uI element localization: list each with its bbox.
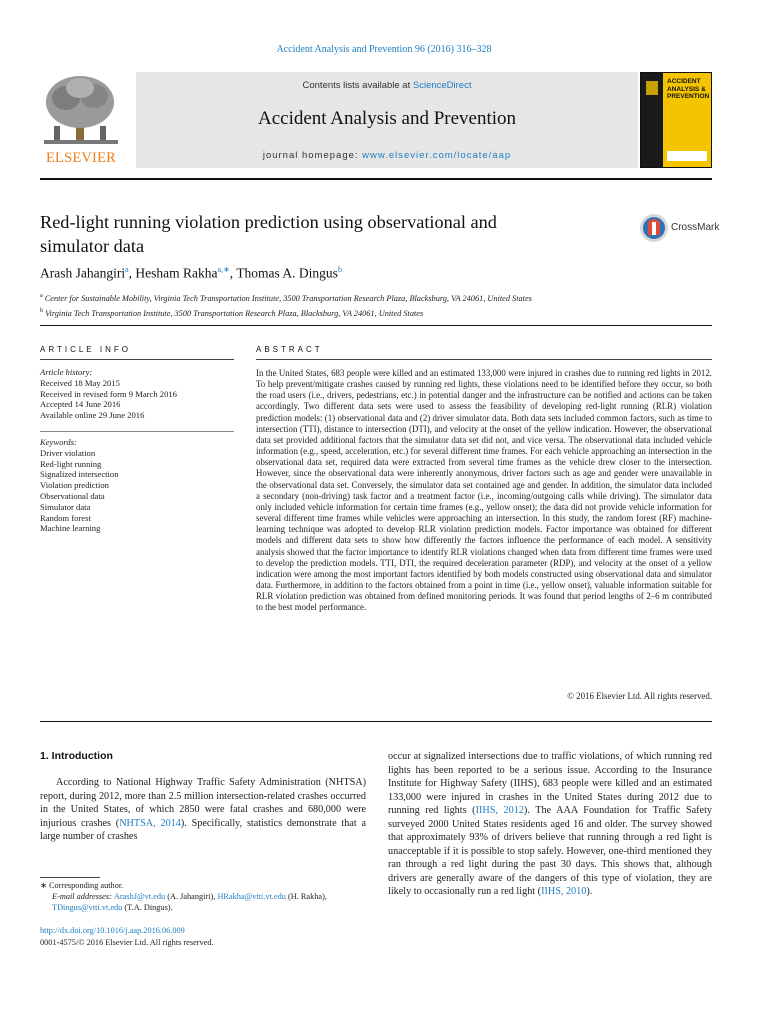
contents-prefix: Contents lists available at bbox=[302, 80, 413, 91]
crossmark-button[interactable] bbox=[639, 213, 719, 247]
author-name[interactable]: Thomas A. Dingus bbox=[236, 265, 338, 281]
affiliation-item bbox=[40, 305, 720, 320]
doi-block bbox=[40, 925, 214, 948]
footnotes bbox=[40, 880, 370, 914]
affiliation-mark[interactable]: a,∗ bbox=[217, 265, 230, 274]
affiliation-text: Center for Sustainable Mobility, Virginia Tech Transportation Institute, 3500 Transportation Research Plaza, Blacksburg, VA 24061, United States bbox=[44, 293, 532, 303]
sciencedirect-link[interactable]: ScienceDirect bbox=[412, 80, 472, 91]
email-link[interactable]: TDingus@vtti.vt.edu bbox=[52, 903, 123, 913]
keyword-item: Random forest bbox=[40, 512, 91, 523]
author-name[interactable]: Arash Jahangiri bbox=[40, 265, 126, 281]
cover-footer-block bbox=[667, 151, 707, 161]
email-owner: (H. Rakha), bbox=[285, 892, 327, 902]
header-divider bbox=[40, 325, 712, 326]
body-text: occur at signalized intersections due to traffic violations, of which running red lights has been reported to be a serious issue. According to the Insurance Institute for Highway Safety (IIHS), 683 people were killed and an estimated 133,000 were injured in crashes in the United States during 2012 due to running red lights ( bbox=[388, 751, 712, 816]
corresponding-author-note: ∗ Corresponding author. bbox=[40, 881, 124, 890]
author-list bbox=[40, 265, 342, 282]
keyword-item: Violation prediction bbox=[40, 480, 109, 491]
affiliations bbox=[40, 290, 720, 320]
doi-link[interactable]: http://dx.doi.org/10.1016/j.aap.2016.06.009 bbox=[40, 926, 185, 935]
crossmark-icon bbox=[639, 213, 669, 243]
affiliation-mark[interactable]: a bbox=[125, 265, 129, 274]
abstract-heading: ABSTRACT bbox=[256, 345, 323, 354]
introduction-heading: 1. Introduction bbox=[40, 750, 113, 762]
affiliation-item bbox=[40, 290, 720, 305]
citation-link[interactable]: NHTSA, 2014 bbox=[119, 817, 181, 829]
email-label: E-mail addresses: bbox=[52, 892, 114, 902]
body-divider bbox=[40, 721, 712, 722]
email-owner: (T.A. Dingus). bbox=[122, 903, 173, 913]
author-separator: , bbox=[128, 265, 136, 281]
history-item: Accepted 14 June 2016 bbox=[40, 399, 121, 410]
affiliation-mark: a bbox=[40, 293, 43, 299]
keyword-item: Red-light running bbox=[40, 458, 102, 469]
article-history bbox=[40, 367, 234, 421]
body-text: ). The AAA Foundation for Traffic Safety surveyed 2000 United States residents aged 16 and older. The survey showed that approximately 93% of drivers believe that running through a red light is unacceptable if it is possible to stop safely. However, one-third mentioned they ran through a red light during the past 30 days. This shows that, although drivers are generally aware of the dangers of this type of violation, they are likely to occasionally run a red light ( bbox=[388, 805, 712, 897]
body-text: According to National Highway Traffic Safety Administration (NHTSA) report, during 2012, more than 2.5 million intersection-related crashes occurred in the United States, of which 2850 were fatal crashes and 680,000 were injurious crashes ( bbox=[40, 777, 366, 829]
keyword-item: Driver violation bbox=[40, 447, 96, 458]
email-link[interactable]: HRakha@vtti.vt.edu bbox=[217, 892, 286, 902]
journal-header-box bbox=[136, 72, 638, 168]
elsevier-tree-logo bbox=[40, 72, 136, 168]
journal-cover-thumbnail[interactable] bbox=[640, 72, 712, 168]
journal-banner bbox=[40, 72, 712, 168]
affiliation-mark: b bbox=[40, 307, 43, 314]
cover-stripe bbox=[641, 73, 663, 167]
homepage-prefix: journal homepage: bbox=[262, 150, 363, 161]
title-line-1: Red-light running violation prediction using observational and bbox=[40, 212, 497, 232]
body-text: ). bbox=[586, 886, 593, 897]
footnote-rule bbox=[40, 877, 100, 878]
author-separator: , bbox=[229, 265, 237, 281]
history-item: Available online 29 June 2016 bbox=[40, 410, 145, 421]
contents-line bbox=[136, 80, 638, 91]
email-owner: (A. Jahangiri), bbox=[165, 892, 218, 902]
homepage-link[interactable]: www.elsevier.com/locate/aap bbox=[362, 150, 512, 161]
abstract-copyright: © 2016 Elsevier Ltd. All rights reserved. bbox=[567, 691, 712, 701]
keyword-item: Signalized intersection bbox=[40, 469, 119, 480]
info-separator bbox=[40, 431, 234, 432]
history-item: Received 18 May 2015 bbox=[40, 377, 120, 388]
introduction-left-column bbox=[40, 776, 366, 844]
article-info-rule bbox=[40, 359, 234, 360]
introduction-right-column bbox=[388, 750, 712, 899]
journal-reference[interactable]: Accident Analysis and Prevention 96 (2016) 316–328 bbox=[276, 44, 492, 55]
journal-title: Accident Analysis and Prevention bbox=[257, 108, 517, 129]
email-addresses bbox=[40, 891, 370, 913]
crossmark-label: CrossMark bbox=[671, 222, 720, 233]
affiliation-text: Virginia Tech Transportation Institute, 3500 Transportation Research Plaza, Blacksburg, VA 24061, United States bbox=[45, 308, 424, 318]
history-item: Received in revised form 9 March 2016 bbox=[40, 388, 177, 399]
keywords bbox=[40, 437, 234, 534]
body-text: ). Specifically, statistics demonstrate that a large number of crashes bbox=[40, 817, 366, 842]
title-line-2: simulator data bbox=[40, 236, 145, 256]
citation-link[interactable]: IIHS, 2010 bbox=[541, 886, 587, 897]
keyword-item: Machine learning bbox=[40, 523, 101, 534]
keyword-item: Simulator data bbox=[40, 501, 91, 512]
keywords-label: Keywords: bbox=[40, 437, 77, 447]
homepage-line bbox=[136, 150, 638, 161]
author-name[interactable]: Hesham Rakha bbox=[135, 265, 218, 281]
paper-title bbox=[40, 210, 600, 258]
abstract-text: In the United States, 683 people were killed and an estimated 133,000 were injured in crashes due to running red lights in 2012. To help prevent/mitigate crashes caused by running red lights, these violations need to be identified before they occur, so both the road users (i.e., drivers, pedestrians, etc.) in potential danger and the infrastructure can be notified and actions can be taken accordingly. Two different data sets were used to assess the feasibility of developing red-light running (RLR) violation prediction models: (1) observational data and (2) driver simulator data. Both data sets included common factors, such as time to intersection (TTI), distance to intersection (DTI), and velocity at the onset of the yellow indication. However, the observational data set provided additional factors that the simulator data set did not, and vice versa. The observational data included vehicle information (e.g., speed, acceleration, etc.) for several different time frames. For each vehicle approaching an intersection in the observational data set, required data were extracted from several time frames as the vehicle drew closer to the intersection. However, since the observational data were inherently anonymous, driver factors such as age and gender were unavailable in the observational data set. Conversely, the simulator data set contained age and gender. In addition, the simulator data included a secondary (non-driving) task factor and a treatment factor (i.e., incoming/outgoing calls while driving). The simulator data only included vehicle information for certain time frames (e.g., yellow onset); the data did not provide vehicle information for several different time frames while vehicles were approaching an intersection. In this study, the random forest (RF) machine-learning technique was adopted to develop RLR violation prediction models. Factor importance was obtained for different models and different data sets to show how differently the factors influence the performance of each model. A sensitivity analysis showed that the factor importance to identify RLR violations changed when data from different time frames were used to develop the prediction models. TTI, DTI, the required deceleration parameter (RDP), and velocity at the onset of a yellow indication were among the most important factors identified by both models constructed using observational data and simulator data. Furthermore, in addition to the factors obtained from a point in time (i.e., yellow onset), valuable information suitable for RLR violation prediction was obtained from defined monitoring periods. It was found that period lengths of 2–6 m contributed to the best model performance. bbox=[256, 368, 712, 613]
abstract-rule bbox=[256, 359, 712, 360]
history-label: Article history: bbox=[40, 367, 93, 377]
banner-divider bbox=[40, 178, 712, 180]
email-link[interactable]: ArashJ@vt.edu bbox=[113, 892, 166, 902]
elsevier-wordmark: ELSEVIER bbox=[45, 150, 117, 166]
citation-link[interactable]: IIHS, 2012 bbox=[475, 805, 524, 816]
affiliation-mark[interactable]: b bbox=[337, 265, 342, 274]
keyword-item: Observational data bbox=[40, 490, 105, 501]
issn-copyright: 0001-4575/© 2016 Elsevier Ltd. All rights reserved. bbox=[40, 937, 214, 947]
article-info-heading: ARTICLE INFO bbox=[40, 345, 131, 354]
cover-title: ACCIDENT ANALYSIS & PREVENTION bbox=[667, 78, 710, 100]
